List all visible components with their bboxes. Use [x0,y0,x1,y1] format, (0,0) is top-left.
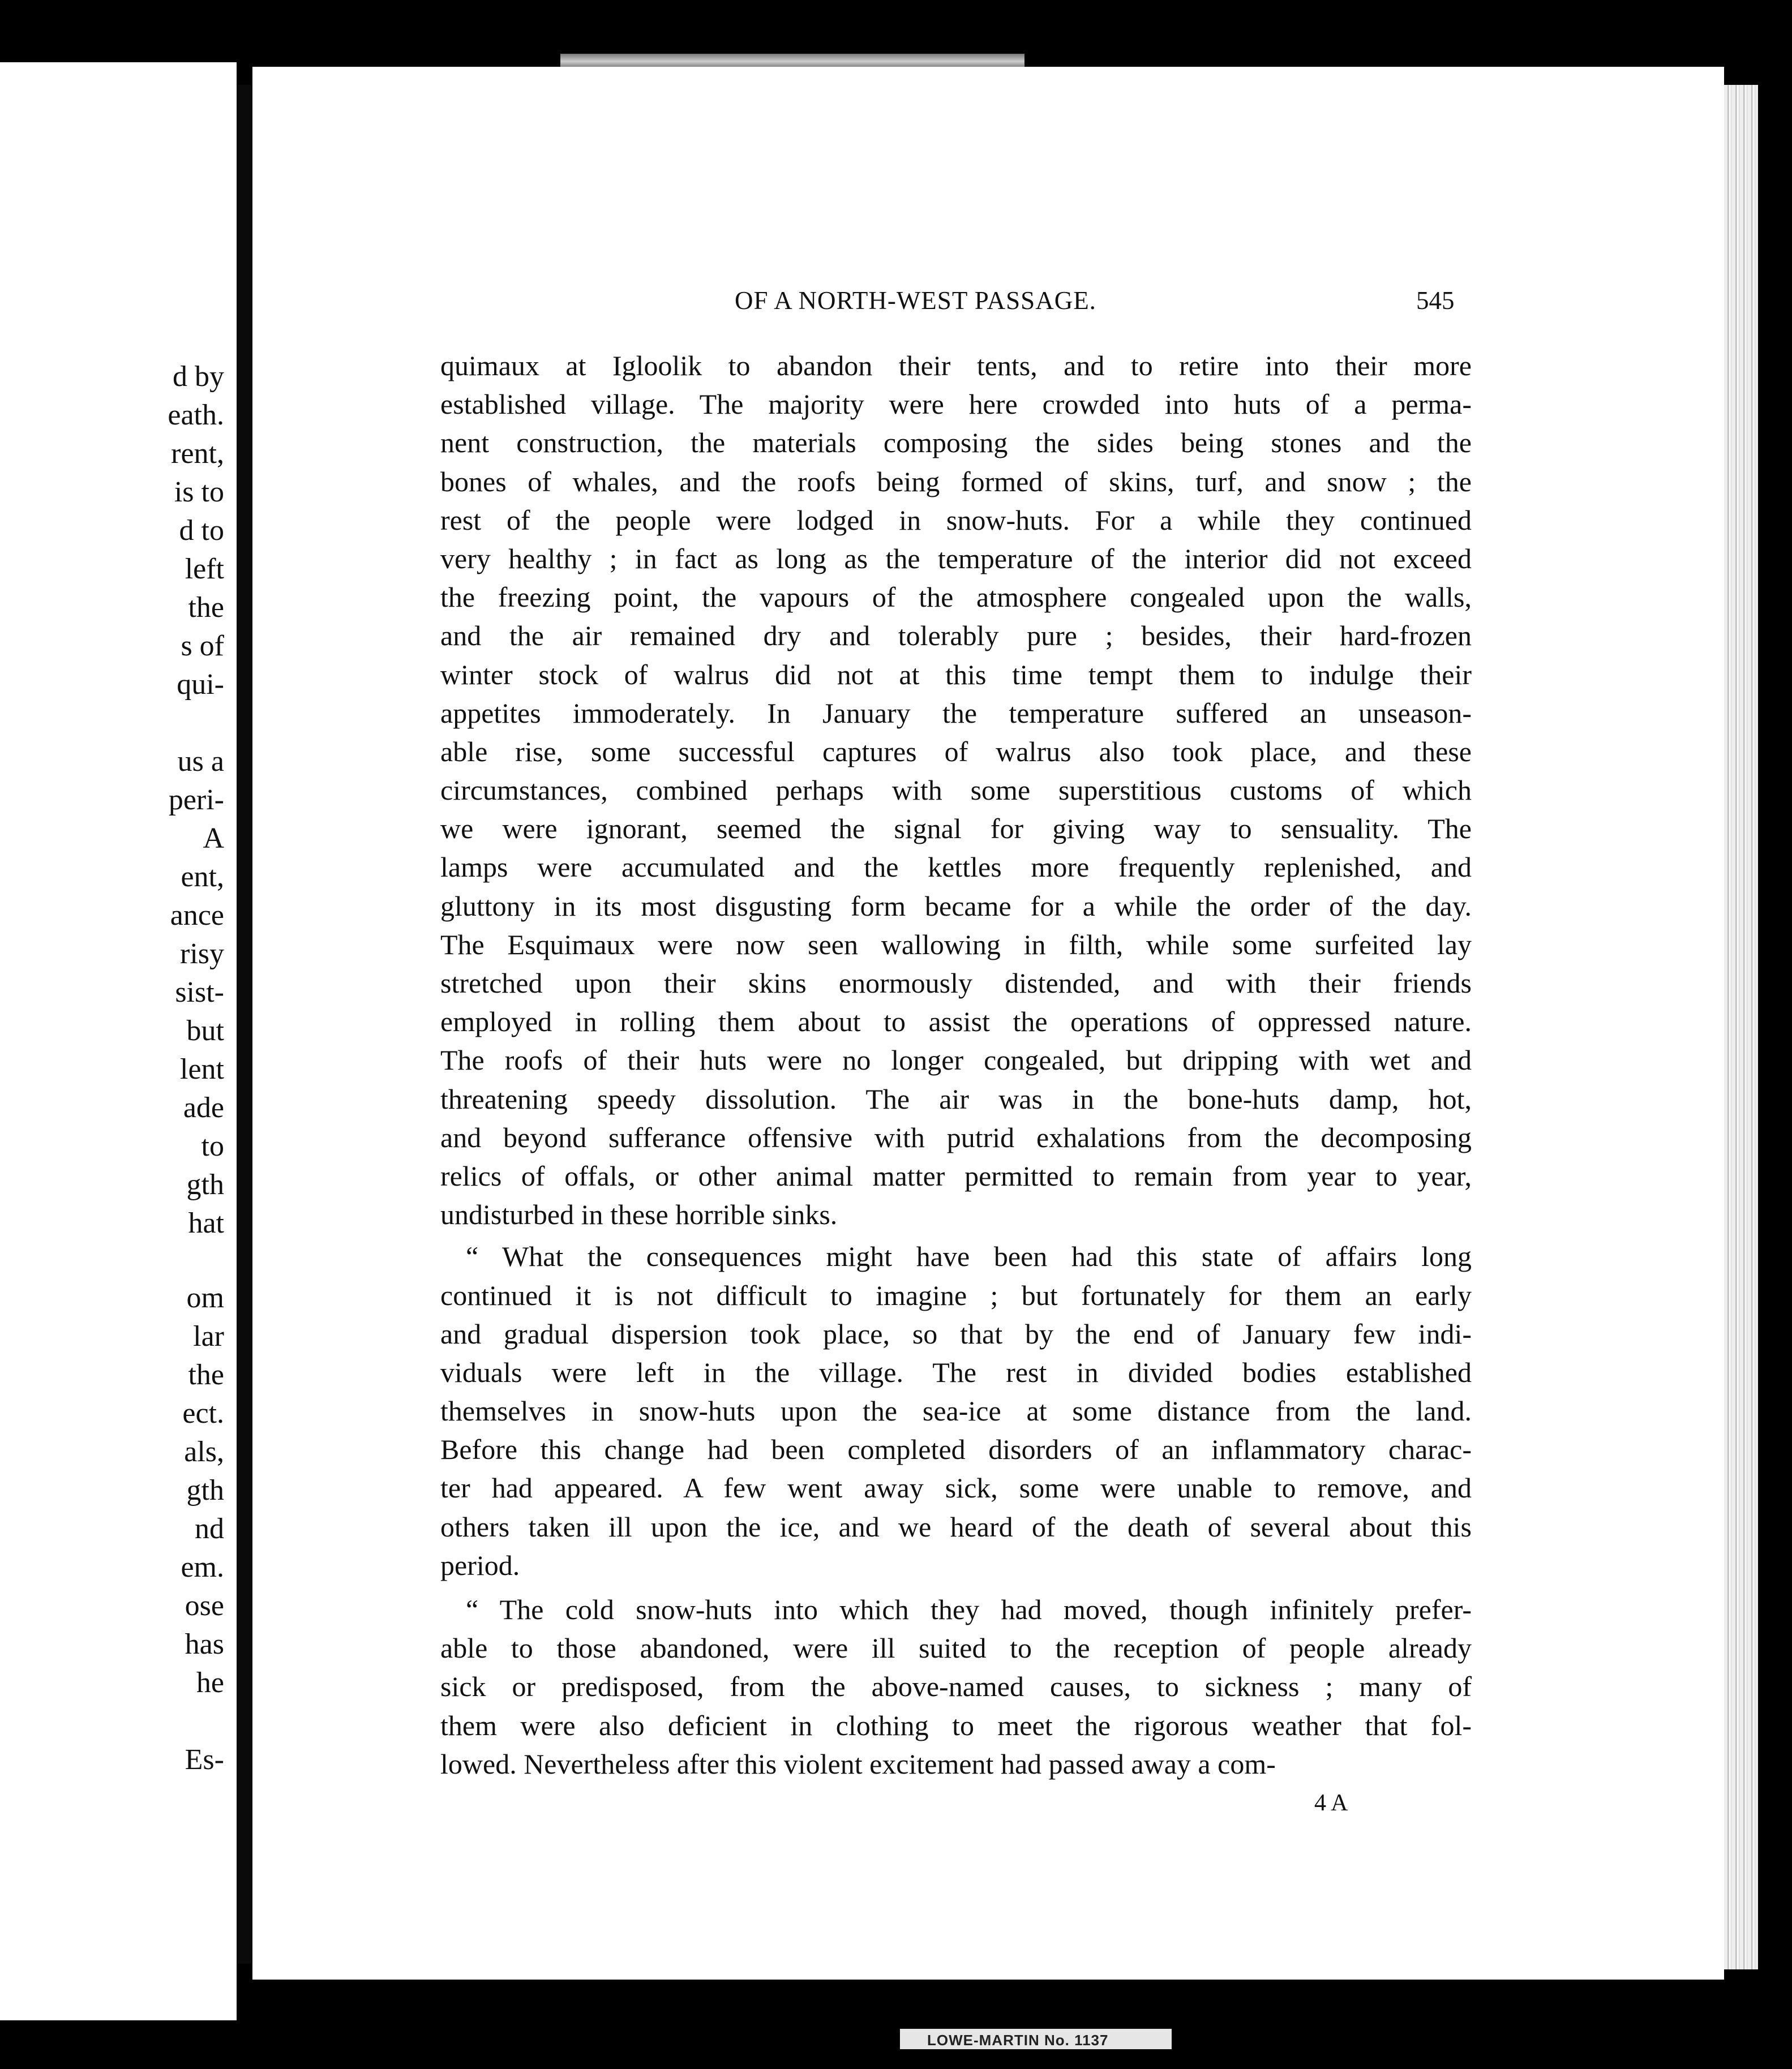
body-line: and beyond sufferance offensive with putrid exhalations from the decomposing [440,1121,1472,1153]
body-line: employed in rolling them about to assist the operations of oppressed nature. [440,1006,1472,1038]
left-page-line-fragment: the [188,1359,224,1391]
left-page-line-fragment: hat [188,1207,224,1239]
left-page-line-fragment: but [186,1015,224,1047]
left-page-line-fragment: the [188,591,224,624]
body-line: period. [440,1549,520,1581]
body-line: established village. The majority were here crowded into huts of a perma- [440,388,1472,420]
left-page-line-fragment: nd [195,1513,224,1545]
left-page-line-fragment: risy [180,938,224,970]
left-page-line-fragment: peri- [168,784,224,816]
body-line: nent construction, the materials composing the sides being stones and the [440,427,1472,459]
printer-mark: LOWE-MARTIN No. 1137 [927,2032,1109,2049]
left-page-line-fragment: d by [173,360,224,393]
body-line: we were ignorant, seemed the signal for giving way to sensuality. The [440,813,1472,845]
left-page-line-fragment: to [201,1130,224,1162]
left-page-line-fragment: em. [181,1551,224,1583]
body-line: gluttony in its most disgusting form became for a while the order of the day. [440,890,1472,922]
body-line: lamps were accumulated and the kettles more frequently replenished, and [440,851,1472,883]
left-page-line-fragment: ent, [181,861,224,893]
body-line: able to those abandoned, were ill suited to the reception of people already [440,1632,1472,1664]
left-page-line-fragment: s of [181,630,224,662]
body-line: “ The cold snow-huts into which they had moved, though infinitely prefer- [466,1594,1472,1625]
left-page-line-fragment: ose [185,1590,224,1622]
left-page-line-fragment: rent, [171,437,224,470]
left-page-line-fragment: ade [183,1092,224,1124]
body-line: relics of offals, or other animal matter permitted to remain from year to year, [440,1160,1472,1192]
body-line: ter had appeared. A few went away sick, some were unable to remove, and [440,1472,1472,1504]
left-page-line-fragment: eath. [168,399,224,431]
left-page-line-fragment: gth [186,1169,224,1201]
left-page-line-fragment: om [186,1282,224,1314]
body-line: them were also deficient in clothing to meet the rigorous weather that fol- [440,1709,1472,1741]
body-line: and the air remained dry and tolerably pure ; besides, their hard-frozen [440,620,1472,652]
body-line: themselves in snow-huts upon the sea-ice at some distance from the land. [440,1395,1472,1427]
body-line: undisturbed in these horrible sinks. [440,1199,838,1231]
left-page-line-fragment: ance [170,899,224,932]
body-line: circumstances, combined perhaps with some superstitious customs of which [440,774,1472,806]
body-line: continued it is not difficult to imagine ; but fortunately for them an early [440,1279,1472,1311]
body-text [440,346,1472,1783]
body-line: appetites immoderately. In January the temperature suffered an unseason- [440,697,1472,729]
body-line: and gradual dispersion took place, so that by the end of January few indi- [440,1317,1472,1350]
left-page-line-fragment: gth [186,1474,224,1506]
left-page-line-fragment: als, [184,1436,224,1468]
body-line: threatening speedy dissolution. The air was in the bone-huts damp, hot, [440,1083,1472,1115]
body-line: quimaux at Igloolik to abandon their tents, and to retire into their more [440,350,1472,381]
body-line: lowed. Nevertheless after this violent excitement had passed away a com- [440,1748,1276,1780]
body-line: the freezing point, the vapours of the atmosphere congealed upon the walls, [440,581,1472,613]
left-page-line-fragment: he [196,1667,224,1699]
body-line: others taken ill upon the ice, and we heard of the death of several about this [440,1510,1472,1543]
left-page-line-fragment: us a [177,745,224,778]
body-line: stretched upon their skins enormously distended, and with their friends [440,967,1472,999]
left-facing-page [0,62,237,2020]
body-line: very healthy ; in fact as long as the temperature of the interior did not exceed [440,542,1472,574]
body-line: The Esquimaux were now seen wallowing in filth, while some surfeited lay [440,928,1472,960]
body-line: bones of whales, and the roofs being formed of skins, turf, and snow ; the [440,465,1472,497]
left-page-line-fragment: left [185,553,224,585]
left-page-line-fragment: has [185,1628,224,1660]
left-page-line-fragment: ect. [182,1397,224,1430]
left-page-line-fragment: A [203,822,224,855]
body-line: rest of the people were lodged in snow-huts. For a while they continued [440,504,1472,536]
running-head: OF A NORTH-WEST PASSAGE. [735,286,1096,315]
left-page-line-fragment: d to [179,514,224,547]
page-number: 545 [1416,286,1455,315]
left-page-line-fragment: is to [174,476,224,508]
page-edges [1724,85,1758,1969]
body-line: viduals were left in the village. The rest in divided bodies established [440,1356,1472,1388]
signature-mark: 4 A [1314,1790,1348,1816]
left-page-line-fragment: lar [193,1320,224,1353]
body-line: sick or predisposed, from the above-named causes, to sickness ; many of [440,1671,1472,1703]
body-line: winter stock of walrus did not at this time tempt them to indulge their [440,658,1472,690]
left-page-line-fragment: sist- [175,976,224,1008]
left-page-line-fragment: qui- [177,668,224,701]
left-page-line-fragment: Es- [185,1744,224,1776]
body-line: The roofs of their huts were no longer congealed, but dripping with wet and [440,1044,1472,1076]
body-line: Before this change had been completed disorders of an inflammatory charac- [440,1433,1472,1466]
left-page-line-fragment: lent [180,1053,224,1085]
body-line: “ What the consequences might have been had this state of affairs long [466,1240,1472,1273]
body-line: able rise, some successful captures of walrus also took place, and these [440,735,1472,767]
book-gutter [237,85,251,1964]
